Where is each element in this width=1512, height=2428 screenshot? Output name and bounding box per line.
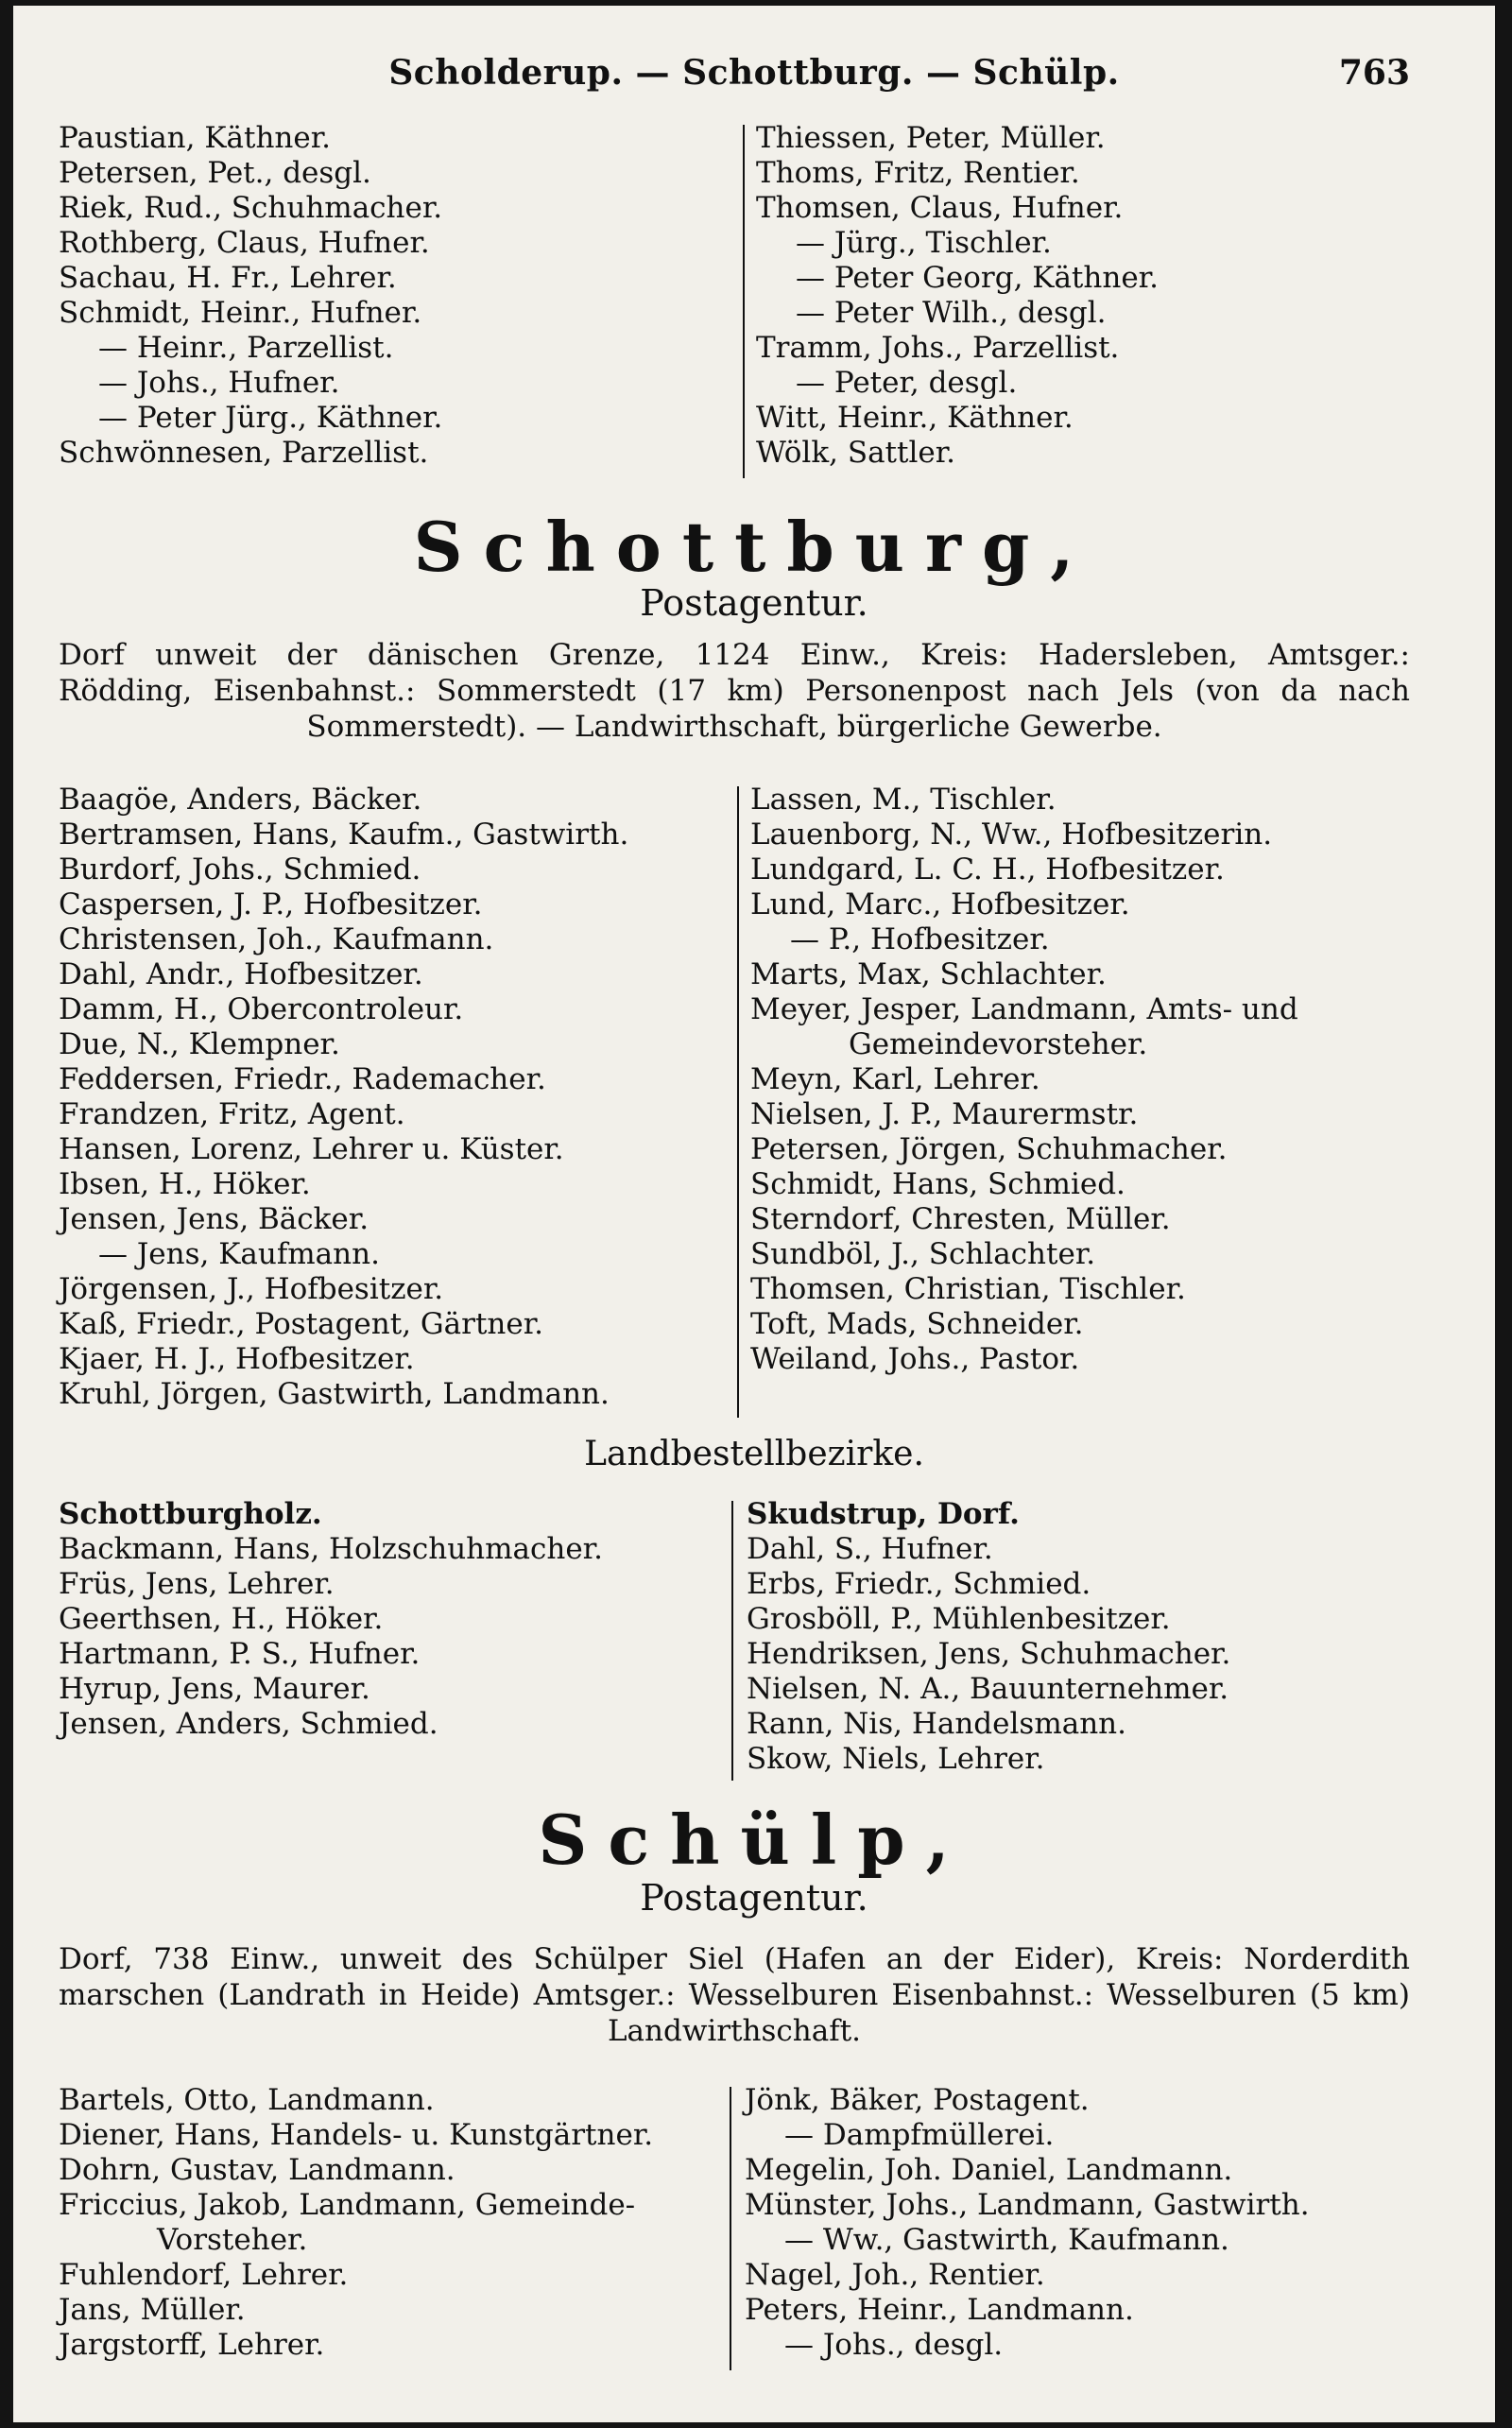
- directory-entry: Kruhl, Jörgen, Gastwirth, Landmann.: [59, 1377, 610, 1411]
- directory-entry: — Heinr., Parzellist.: [98, 331, 394, 365]
- directory-entry: — Ww., Gastwirth, Kaufmann.: [784, 2223, 1229, 2257]
- directory-entry: Bertramsen, Hans, Kaufm., Gastwirth.: [59, 818, 629, 852]
- directory-entry: Jensen, Anders, Schmied.: [59, 1707, 438, 1741]
- directory-entry: Hartmann, P. S., Hufner.: [59, 1637, 421, 1671]
- directory-entry: Dahl, S., Hufner.: [747, 1532, 993, 1566]
- schottburg-agency: Postagentur.: [640, 582, 868, 624]
- directory-entry: Baagöe, Anders, Bäcker.: [59, 783, 422, 817]
- directory-entry: Witt, Heinr., Käthner.: [756, 401, 1074, 435]
- directory-entry: Sundböl, J., Schlachter.: [750, 1237, 1096, 1271]
- directory-entry: Früs, Jens, Lehrer.: [59, 1567, 335, 1601]
- column-divider: [730, 2087, 731, 2370]
- directory-entry: — Peter Wilh., desgl.: [796, 296, 1107, 330]
- scholderup-continuation: [59, 121, 1410, 480]
- place-subheading: Schottburgholz.: [59, 1497, 322, 1531]
- district-right-column: [747, 1497, 1427, 1777]
- schuelp-desc-line: Dorf, 738 Einw., unweit des Schülper Siel (Hafen an der Eider), Kreis: Norderdith: [59, 1942, 1410, 1976]
- schottburg-title: Schottburg,: [413, 507, 1095, 587]
- district-left-column: [59, 1497, 739, 1742]
- directory-entry: Megelin, Joh. Daniel, Landmann.: [745, 2153, 1233, 2187]
- directory-entry: Toft, Mads, Schneider.: [750, 1307, 1084, 1341]
- directory-entry: Meyn, Karl, Lehrer.: [750, 1062, 1040, 1096]
- directory-entry: Frandzen, Fritz, Agent.: [59, 1097, 405, 1131]
- directory-entry: Petersen, Pet., desgl.: [59, 156, 371, 190]
- schuelp-agency: Postagentur.: [640, 1877, 868, 1919]
- schottburg-directory: [59, 783, 1410, 1425]
- directory-entry: Münster, Johs., Landmann, Gastwirth.: [745, 2188, 1310, 2222]
- page-header: [13, 53, 1495, 110]
- directory-entry: Rothberg, Claus, Hufner.: [59, 226, 430, 260]
- directory-entry: Lundgard, L. C. H., Hofbesitzer.: [750, 852, 1225, 887]
- schuelp-title: Schülp,: [538, 1799, 971, 1880]
- directory-entry: Hyrup, Jens, Maurer.: [59, 1672, 370, 1706]
- directory-entry: Marts, Max, Schlachter.: [750, 957, 1107, 991]
- directory-entry: — Jens, Kaufmann.: [98, 1237, 380, 1271]
- directory-entry: Lund, Marc., Hofbesitzer.: [750, 887, 1130, 921]
- column-divider: [737, 786, 739, 1418]
- directory-entry: Erbs, Friedr., Schmied.: [747, 1567, 1091, 1601]
- directory-entry: Lassen, M., Tischler.: [750, 783, 1057, 817]
- directory-entry: Vorsteher.: [157, 2223, 308, 2257]
- directory-entry: Jönk, Bäker, Postagent.: [745, 2083, 1090, 2117]
- schottburg-right-column: [750, 783, 1431, 1377]
- directory-entry: Nielsen, N. A., Bauunternehmer.: [747, 1672, 1229, 1706]
- schottburg-desc-line: Rödding, Eisenbahnst.: Sommerstedt (17 km) Personenpost nach Jels (von da nach: [59, 674, 1410, 708]
- place-subheading: Skudstrup, Dorf.: [747, 1497, 1020, 1531]
- schuelp-description: [59, 1941, 1410, 2049]
- directory-entry: Diener, Hans, Handels- u. Kunstgärtner.: [59, 2118, 654, 2152]
- schottburg-description: [59, 637, 1410, 745]
- directory-entry: Jensen, Jens, Bäcker.: [59, 1202, 369, 1236]
- directory-entry: Jargstorff, Lehrer.: [59, 2328, 325, 2362]
- schuelp-right-column: [745, 2083, 1425, 2363]
- directory-entry: Sterndorf, Chresten, Müller.: [750, 1202, 1171, 1236]
- directory-entry: Bartels, Otto, Landmann.: [59, 2083, 435, 2117]
- directory-entry: Hansen, Lorenz, Lehrer u. Küster.: [59, 1132, 564, 1166]
- directory-entry: Thiessen, Peter, Müller.: [756, 121, 1106, 155]
- directory-entry: — Peter Georg, Käthner.: [796, 261, 1159, 295]
- directory-entry: Peters, Heinr., Landmann.: [745, 2293, 1134, 2327]
- directory-entry: Wölk, Sattler.: [756, 436, 955, 470]
- directory-entry: — Dampfmüllerei.: [784, 2118, 1055, 2152]
- directory-entry: Backmann, Hans, Holzschuhmacher.: [59, 1532, 603, 1566]
- running-head: Scholderup. — Schottburg. — Schülp.: [388, 53, 1120, 93]
- page-number: 763: [1338, 53, 1410, 93]
- directory-entry: Grosböll, P., Mühlenbesitzer.: [747, 1602, 1171, 1636]
- directory-entry: Kjaer, H. J., Hofbesitzer.: [59, 1342, 415, 1376]
- directory-entry: Weiland, Johs., Pastor.: [750, 1342, 1080, 1376]
- schottburg-desc-line: Dorf unweit der dänischen Grenze, 1124 Einw., Kreis: Hadersleben, Amtsger.:: [59, 638, 1410, 672]
- scholderup-right-column: [756, 121, 1436, 471]
- directory-entry: Schwönnesen, Parzellist.: [59, 436, 429, 470]
- directory-entry: Jörgensen, J., Hofbesitzer.: [59, 1272, 444, 1306]
- directory-entry: Thoms, Fritz, Rentier.: [756, 156, 1080, 190]
- directory-entry: — Peter Jürg., Käthner.: [98, 401, 443, 435]
- directory-entry: Schmidt, Hans, Schmied.: [750, 1167, 1125, 1201]
- directory-entry: Feddersen, Friedr., Rademacher.: [59, 1062, 546, 1096]
- directory-entry: Burdorf, Johs., Schmied.: [59, 852, 421, 887]
- column-divider: [731, 1501, 733, 1781]
- directory-entry: Christensen, Joh., Kaufmann.: [59, 922, 494, 956]
- directory-entry: Thomsen, Claus, Hufner.: [756, 191, 1124, 225]
- directory-entry: Gemeindevorsteher.: [849, 1027, 1148, 1061]
- schuelp-desc-line: marschen (Landrath in Heide) Amtsger.: Wesselburen Eisenbahnst.: Wesselburen (5 km): [59, 1978, 1410, 2012]
- directory-entry: Dahl, Andr., Hofbesitzer.: [59, 957, 423, 991]
- directory-entry: Rann, Nis, Handelsmann.: [747, 1707, 1126, 1741]
- directory-entry: Caspersen, J. P., Hofbesitzer.: [59, 887, 483, 921]
- directory-entry: Nagel, Joh., Rentier.: [745, 2258, 1045, 2292]
- directory-entry: Paustian, Käthner.: [59, 121, 331, 155]
- directory-entry: Riek, Rud., Schuhmacher.: [59, 191, 443, 225]
- directory-entry: Kaß, Friedr., Postagent, Gärtner.: [59, 1307, 543, 1341]
- directory-entry: Schmidt, Heinr., Hufner.: [59, 296, 422, 330]
- directory-entry: Dohrn, Gustav, Landmann.: [59, 2153, 455, 2187]
- directory-entry: Jans, Müller.: [59, 2293, 246, 2327]
- directory-entry: — Peter, desgl.: [796, 366, 1018, 400]
- schottburg-desc-line: Sommerstedt). — Landwirthschaft, bürgerliche Gewerbe.: [306, 710, 1162, 744]
- directory-entry: Fuhlendorf, Lehrer.: [59, 2258, 349, 2292]
- directory-entry: Thomsen, Christian, Tischler.: [750, 1272, 1186, 1306]
- book-page: [13, 6, 1495, 2422]
- directory-entry: Friccius, Jakob, Landmann, Gemeinde-: [59, 2188, 636, 2222]
- directory-entry: Lauenborg, N., Ww., Hofbesitzerin.: [750, 818, 1273, 852]
- directory-entry: Geerthsen, H., Höker.: [59, 1602, 384, 1636]
- directory-entry: — Johs., desgl.: [784, 2328, 1004, 2362]
- directory-entry: Hendriksen, Jens, Schuhmacher.: [747, 1637, 1231, 1671]
- schuelp-left-column: [59, 2083, 739, 2363]
- directory-entry: Ibsen, H., Höker.: [59, 1167, 311, 1201]
- directory-entry: Sachau, H. Fr., Lehrer.: [59, 261, 397, 295]
- district-heading: Landbestellbezirke.: [584, 1435, 924, 1473]
- directory-entry: Due, N., Klempner.: [59, 1027, 340, 1061]
- scholderup-left-column: [59, 121, 739, 471]
- directory-entry: Petersen, Jörgen, Schuhmacher.: [750, 1132, 1228, 1166]
- directory-entry: Nielsen, J. P., Maurermstr.: [750, 1097, 1139, 1131]
- schottburg-left-column: [59, 783, 739, 1412]
- directory-entry: Skow, Niels, Lehrer.: [747, 1742, 1045, 1776]
- directory-entry: Damm, H., Obercontroleur.: [59, 992, 464, 1026]
- directory-entry: — Johs., Hufner.: [98, 366, 340, 400]
- schottburg-districts: [59, 1497, 1410, 1786]
- directory-entry: — P., Hofbesitzer.: [790, 922, 1050, 956]
- directory-entry: — Jürg., Tischler.: [796, 226, 1052, 260]
- column-divider: [743, 125, 745, 478]
- directory-entry: Tramm, Johs., Parzellist.: [756, 331, 1120, 365]
- schuelp-desc-line: Landwirthschaft.: [607, 2014, 862, 2048]
- directory-entry: Meyer, Jesper, Landmann, Amts- und: [750, 992, 1298, 1026]
- schuelp-directory: [59, 2083, 1410, 2376]
